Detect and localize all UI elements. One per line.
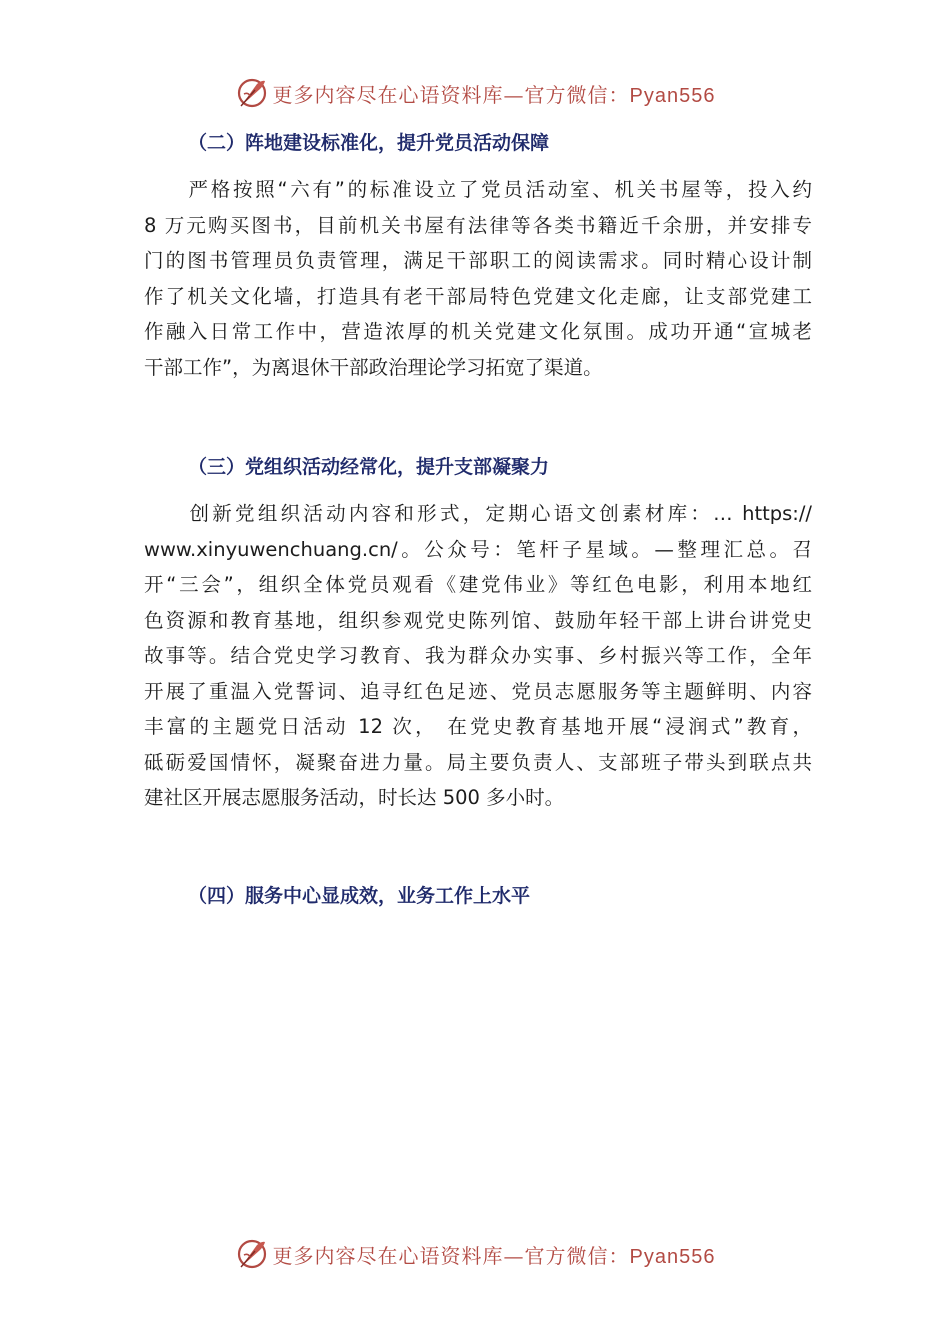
quill-pen-logo-icon <box>235 1237 269 1271</box>
watermark-official: 官方微信： <box>524 82 630 107</box>
paragraph-line: 创新党组织活动内容和形式，定期心语文创素材库：… https:// <box>144 502 812 525</box>
watermark-header <box>0 73 950 113</box>
section-heading-3: （三）党组织活动经常化，提升支部凝聚力 <box>188 456 550 478</box>
watermark-separator: — <box>503 82 525 107</box>
quill-pen-logo-icon <box>235 76 269 110</box>
paragraph-line: 砥砺爱国情怀，凝聚奋进力量。局主要负责人、支部班子带头到联点共 <box>144 750 812 774</box>
watermark-text <box>273 1240 716 1269</box>
watermark-brand: 更多内容尽在心语资料库 <box>272 82 504 107</box>
watermark-separator: — <box>503 1243 525 1268</box>
watermark-id: Pyan556 <box>629 84 716 107</box>
watermark-official: 官方微信： <box>524 1243 630 1268</box>
paragraph-line: www.xinyuwenchuang.cn/。公众号：笔杆子星域。—整理汇总。召 <box>144 537 812 561</box>
paragraph-line: 故事等。结合党史学习教育、我为群众办实事、乡村振兴等工作，全年 <box>144 644 812 667</box>
watermark-text <box>273 79 716 108</box>
section-paragraph-3 <box>144 496 812 816</box>
paragraph-line: 开展了重温入党誓词、追寻红色足迹、党员志愿服务等主题鲜明、内容 <box>144 679 812 703</box>
watermark-footer <box>0 1234 950 1274</box>
paragraph-line: 建社区开展志愿服务活动，时长达 500 多小时。 <box>144 786 565 809</box>
paragraph-line: 严格按照“六有”的标准设立了党员活动室、机关书屋等，投入约 <box>144 178 812 201</box>
paragraph-line: 门的图书管理员负责管理，满足干部职工的阅读需求。同时精心设计制 <box>144 249 812 272</box>
paragraph-line: 干部工作”，为离退休干部政治理论学习拓宽了渠道。 <box>144 355 603 379</box>
section-heading-2: （二）阵地建设标准化，提升党员活动保障 <box>188 132 550 154</box>
paragraph-line: 色资源和教育基地，组织参观党史陈列馆、鼓励年轻干部上讲台讲党史 <box>144 608 812 632</box>
paragraph-line: 作融入日常工作中，营造浓厚的机关党建文化氛围。成功开通“宣城老 <box>144 320 812 343</box>
paragraph-line: 丰富的主题党日活动 12 次， 在党史教育基地开展“浸润式”教育， <box>144 715 812 738</box>
paragraph-line: 作了机关文化墙，打造具有老干部局特色党建文化走廊，让支部党建工 <box>144 284 812 308</box>
section-heading-4: （四）服务中心显成效，业务工作上水平 <box>188 885 531 907</box>
paragraph-line: 开“三会”，组织全体党员观看《建党伟业》等红色电影，利用本地红 <box>144 573 812 596</box>
watermark-brand: 更多内容尽在心语资料库 <box>272 1243 504 1268</box>
section-paragraph-2 <box>144 172 812 385</box>
paragraph-line: 8 万元购买图书，目前机关书屋有法律等各类书籍近千余册，并安排专 <box>144 213 812 237</box>
watermark-id: Pyan556 <box>629 1245 716 1268</box>
